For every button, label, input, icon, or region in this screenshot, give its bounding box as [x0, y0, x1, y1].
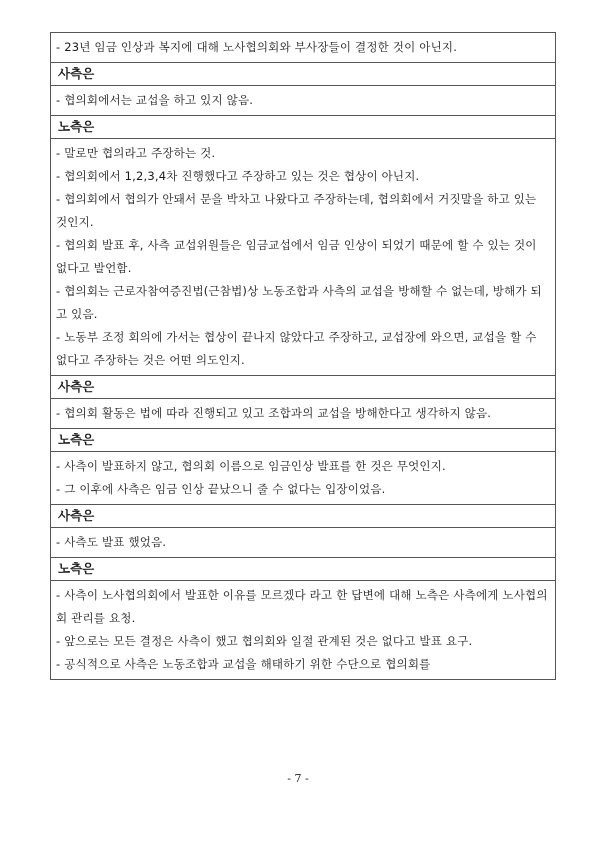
speaker-row	[51, 558, 556, 581]
statement-row	[51, 86, 556, 116]
statement-line: - 사측이 노사협의회에서 발표한 이유를 모르겠다 라고 한 답변에 대해 노측은 사측에게 노사협의회 관리를 요청.	[56, 588, 548, 625]
speaker-label: 노측은	[51, 429, 556, 452]
speaker-label: 사측은	[51, 63, 556, 86]
statement-row	[51, 139, 556, 376]
statement-row	[51, 528, 556, 558]
statement-line: - 협의회는 근로자참여증진법(근참법)상 노동조합과 사측의 교섭을 방해할 수 없는데, 방해가 되고 있음.	[56, 284, 542, 321]
statement-line: - 23년 임금 인상과 복지에 대해 노사협의회와 부사장들이 결정한 것이 아닌지.	[56, 40, 458, 54]
statement-row	[51, 33, 556, 63]
statement-cell	[51, 86, 556, 116]
minutes-table-body	[51, 33, 556, 680]
statement-line: - 앞으로는 모든 결정은 사측이 했고 협의회와 일절 관계된 것은 없다고 발표 요구.	[56, 634, 473, 648]
speaker-row	[51, 429, 556, 452]
statement-cell	[51, 139, 556, 376]
statement-line: - 협의회 활동은 법에 따라 진행되고 있고 조합과의 교섭을 방해한다고 생각하지 않음.	[56, 406, 492, 420]
speaker-row	[51, 376, 556, 399]
statement-cell	[51, 452, 556, 505]
statement-line: - 노동부 조정 회의에 가서는 협상이 끝나지 않았다고 주장하고, 교섭장에 와으면, 교섭을 할 수 없다고 주장하는 것은 어떤 의도인지.	[56, 330, 537, 367]
speaker-row	[51, 63, 556, 86]
speaker-label: 사측은	[51, 505, 556, 528]
statement-row	[51, 581, 556, 680]
statement-line: - 공식적으로 사측은 노동조합과 교섭을 해태하기 위한 수단으로 협의회를	[56, 657, 431, 671]
statement-line: - 그 이후에 사측은 임금 인상 끝났으니 줄 수 없다는 입장이었음.	[56, 482, 386, 496]
speaker-label: 노측은	[51, 116, 556, 139]
statement-row	[51, 452, 556, 505]
statement-line: - 협의회 발표 후, 사측 교섭위원들은 임금교섭에서 임금 인상이 되었기 때문에 할 수 있는 것이 없다고 발언함.	[56, 238, 537, 275]
statement-line: - 사측도 발표 했었음.	[56, 535, 167, 549]
speaker-row	[51, 505, 556, 528]
statement-cell	[51, 581, 556, 680]
statement-line: - 말로만 협의라고 주장하는 것.	[56, 146, 216, 160]
statement-cell	[51, 528, 556, 558]
speaker-row	[51, 116, 556, 139]
statement-line: - 협의회에서 협의가 안돼서 문을 박차고 나왔다고 주장하는데, 협의회에서 거짓말을 하고 있는 것인지.	[56, 192, 537, 229]
minutes-table-frame	[50, 32, 556, 680]
statement-row	[51, 399, 556, 429]
speaker-label: 노측은	[51, 558, 556, 581]
statement-cell	[51, 399, 556, 429]
statement-line: - 사측이 발표하지 않고, 협의회 이름으로 임금인상 발표를 한 것은 무엇인지.	[56, 459, 446, 473]
speaker-label: 사측은	[51, 376, 556, 399]
minutes-table	[50, 32, 556, 680]
page-number: - 7 -	[287, 772, 309, 785]
statement-line: - 협의회에서 1,2,3,4차 진행했다고 주장하고 있는 것은 협상이 아닌지.	[56, 169, 420, 183]
statement-line: - 협의회에서는 교섭을 하고 있지 않음.	[56, 93, 254, 107]
statement-cell	[51, 33, 556, 63]
